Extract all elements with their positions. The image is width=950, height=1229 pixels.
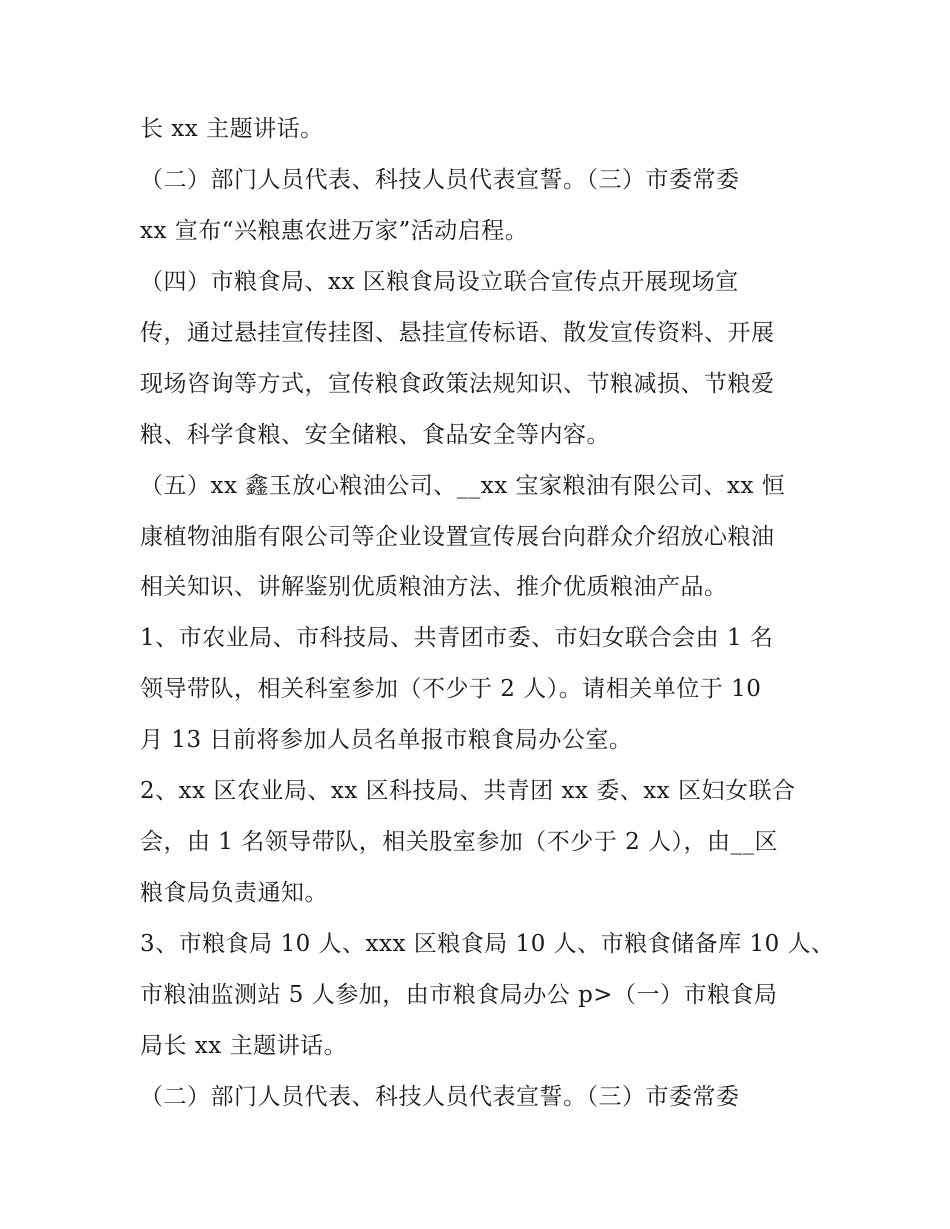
text-line: （二）部门人员代表、科技人员代表宣誓。（三）市委常委: [140, 167, 740, 193]
text-line: 康植物油脂有限公司等企业设置宣传展台向群众介绍放心粮油: [140, 524, 775, 550]
text-line: 长 xx 主题讲话。: [140, 116, 324, 142]
text-line: （四）市粮食局、xx 区粮食局设立联合宣传点开展现场宣: [140, 269, 739, 295]
text-line: （五）xx 鑫玉放心粮油公司、__xx 宝家粮油有限公司、xx 恒: [140, 473, 786, 499]
text-line: （二）部门人员代表、科技人员代表宣誓。（三）市委常委: [140, 1084, 740, 1110]
text-line: xx 宣布“兴粮惠农进万家”活动启程。: [140, 218, 529, 244]
text-line: 会，由 1 名领导带队，相关股室参加（不少于 2 人），由__区: [140, 829, 779, 855]
text-line: 1、市农业局、市科技局、共青团市委、市妇女联合会由 1 名: [140, 625, 774, 651]
text-line: 现场咨询等方式，宣传粮食政策法规知识、节粮减损、节粮爱: [140, 371, 775, 397]
text-line: 粮食局负责通知。: [140, 880, 328, 906]
text-line: 2、xx 区农业局、xx 区科技局、共青团 xx 委、xx 区妇女联合: [140, 778, 796, 804]
text-line: 市粮油监测站 5 人参加，由市粮食局办公 p>（一）市粮食局: [140, 982, 778, 1008]
text-line: 月 13 日前将参加人员名单报市粮食局办公室。: [140, 727, 633, 753]
text-line: 相关知识、讲解鉴别优质粮油方法、推介优质粮油产品。: [140, 574, 728, 600]
text-line: 3、市粮食局 10 人、xxx 区粮食局 10 人、市粮食储备库 10 人、: [140, 931, 835, 957]
text-line: 粮、科学食粮、安全储粮、食品安全等内容。: [140, 422, 610, 448]
text-line: 领导带队，相关科室参加（不少于 2 人）。请相关单位于 10: [140, 676, 762, 702]
text-line: 局长 xx 主题讲话。: [140, 1033, 348, 1059]
text-line: 传，通过悬挂宣传挂图、悬挂宣传标语、散发宣传资料、开展: [140, 320, 775, 346]
